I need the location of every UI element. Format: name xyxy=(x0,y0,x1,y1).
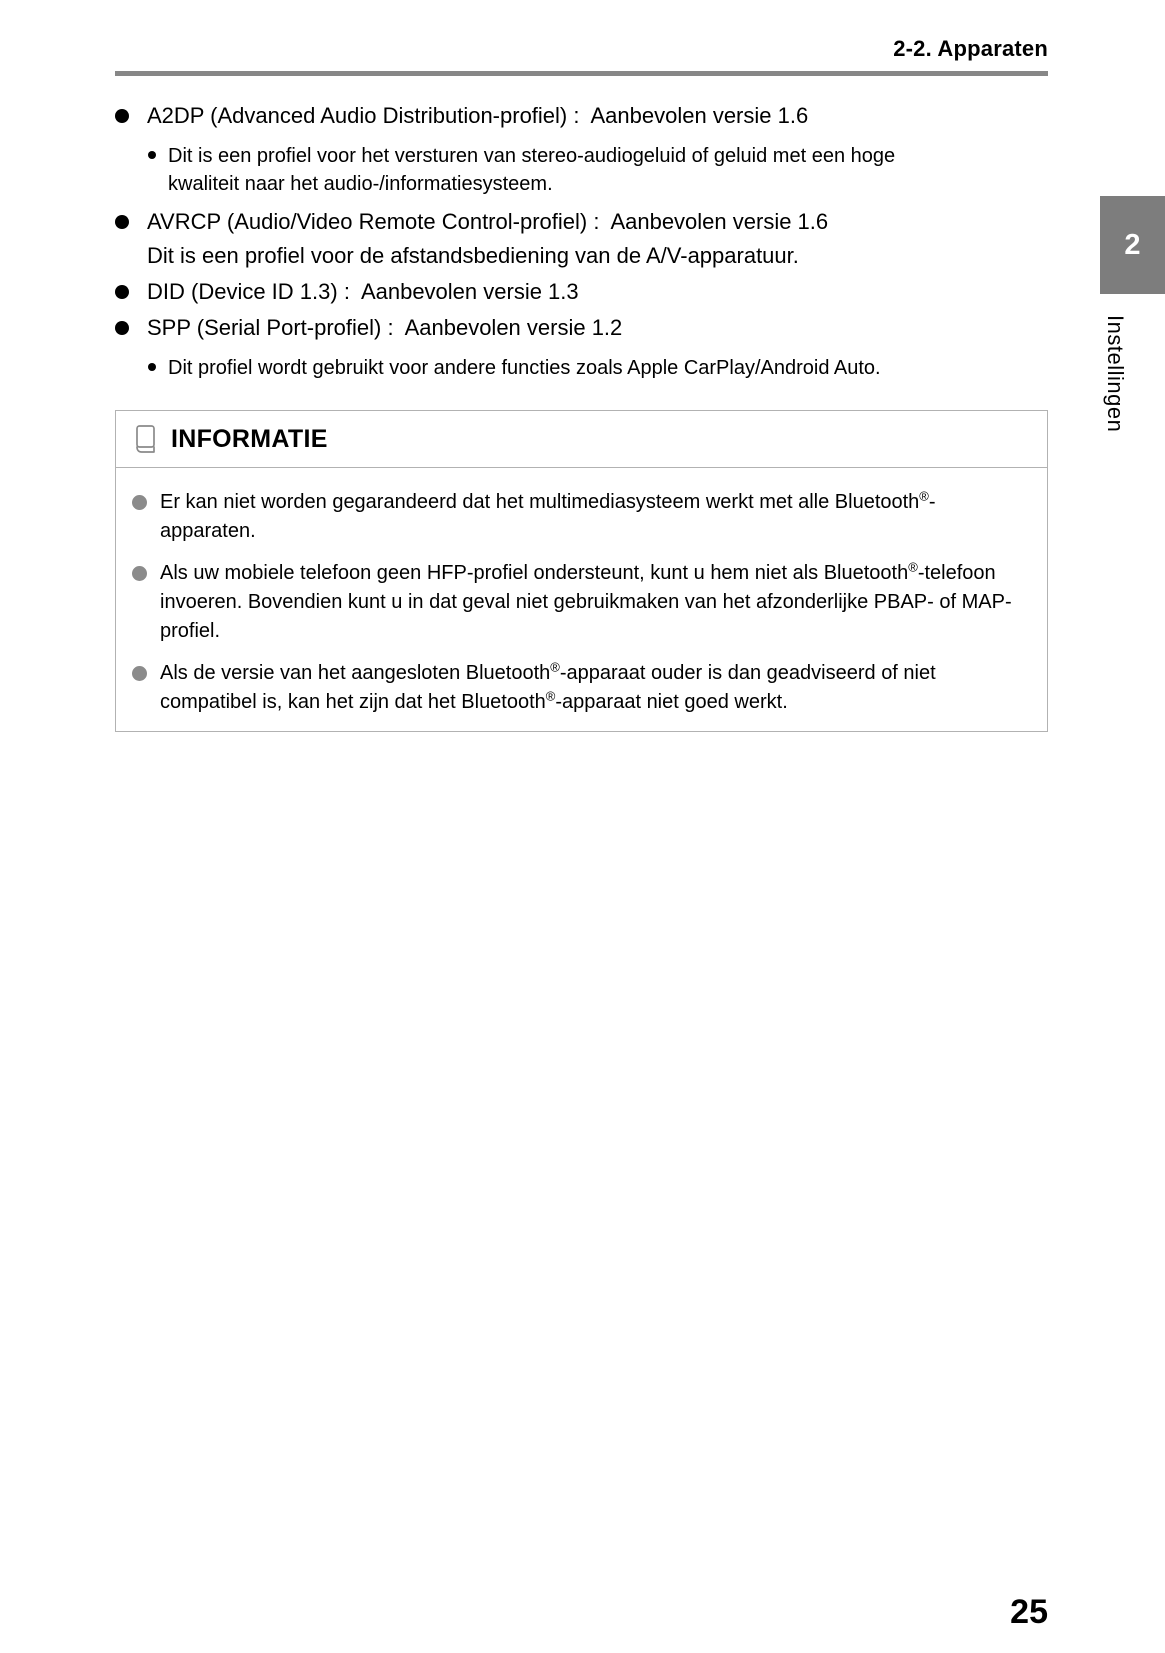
bullet-icon xyxy=(115,285,129,299)
section-title: 2-2. Apparaten xyxy=(893,36,1048,61)
info-item xyxy=(132,659,1031,717)
info-item-text: Als uw mobiele telefoon geen HFP-profiel ondersteunt, kunt u hem niet als Bluetooth®-telefoon invoeren. Bovendien kunt u in dat geval niet gebruikmaken van het afzonderlijke PBAP- of MAP-profiel. xyxy=(160,559,1012,642)
info-item-text: Er kan niet worden gegarandeerd dat het multimediasysteem werkt met alle Bluetooth®-apparaten. xyxy=(160,488,936,542)
profile-title: SPP (Serial Port-profiel) : Aanbevolen versie 1.2 xyxy=(147,315,623,340)
profile-title: A2DP (Advanced Audio Distribution-profiel) : Aanbevolen versie 1.6 xyxy=(147,103,809,128)
profile-title-row xyxy=(115,279,1048,304)
profile-description: Dit is een profiel voor de afstandsbediening van de A/V-apparatuur. xyxy=(147,243,799,268)
profile-note-row xyxy=(148,142,1048,198)
profile-title: AVRCP (Audio/Video Remote Control-profiel) : Aanbevolen versie 1.6 xyxy=(147,209,829,234)
gray-bullet-icon xyxy=(132,566,147,581)
profile-note: Dit is een profiel voor het versturen van stereo-audiogeluid of geluid met een hoge kwaliteit naar het audio-/informatiesysteem. xyxy=(168,145,896,195)
chapter-side-label: Instellingen xyxy=(1103,315,1128,433)
info-item xyxy=(132,488,1031,546)
profile-item-avrcp xyxy=(115,209,1048,268)
profile-title-row xyxy=(115,103,1048,128)
bullet-icon xyxy=(115,321,129,335)
gray-bullet-icon xyxy=(132,666,147,681)
profile-note-row xyxy=(148,354,1048,382)
profile-note: Dit profiel wordt gebruikt voor andere functies zoals Apple CarPlay/Android Auto. xyxy=(168,357,881,379)
sub-bullet-icon xyxy=(148,363,156,371)
page-number: 25 xyxy=(1010,1593,1048,1631)
sub-bullet-icon xyxy=(148,151,156,159)
bullet-icon xyxy=(115,109,129,123)
profile-title-row xyxy=(115,209,1048,234)
information-box xyxy=(115,410,1048,732)
info-item xyxy=(132,559,1031,646)
page-content xyxy=(115,0,1048,732)
book-icon xyxy=(133,424,158,455)
profile-item-spp xyxy=(115,315,1048,382)
page-header xyxy=(115,36,1048,62)
information-box-body xyxy=(116,468,1047,731)
header-divider xyxy=(115,71,1048,76)
gray-bullet-icon xyxy=(132,495,147,510)
information-box-title: INFORMATIE xyxy=(171,425,328,453)
chapter-tab xyxy=(1100,196,1165,294)
profile-item-did xyxy=(115,279,1048,304)
info-item-text: Als de versie van het aangesloten Bluetooth®-apparaat ouder is dan geadviseerd of niet compatibel is, kan het zijn dat het Bluetooth®-apparaat niet goed werkt. xyxy=(160,659,936,713)
information-box-header xyxy=(116,411,1047,468)
profile-title: DID (Device ID 1.3) : Aanbevolen versie 1.3 xyxy=(147,279,579,304)
profile-title-row xyxy=(115,315,1048,340)
bullet-icon xyxy=(115,215,129,229)
profile-item-a2dp xyxy=(115,103,1048,198)
chapter-number: 2 xyxy=(1124,228,1141,261)
